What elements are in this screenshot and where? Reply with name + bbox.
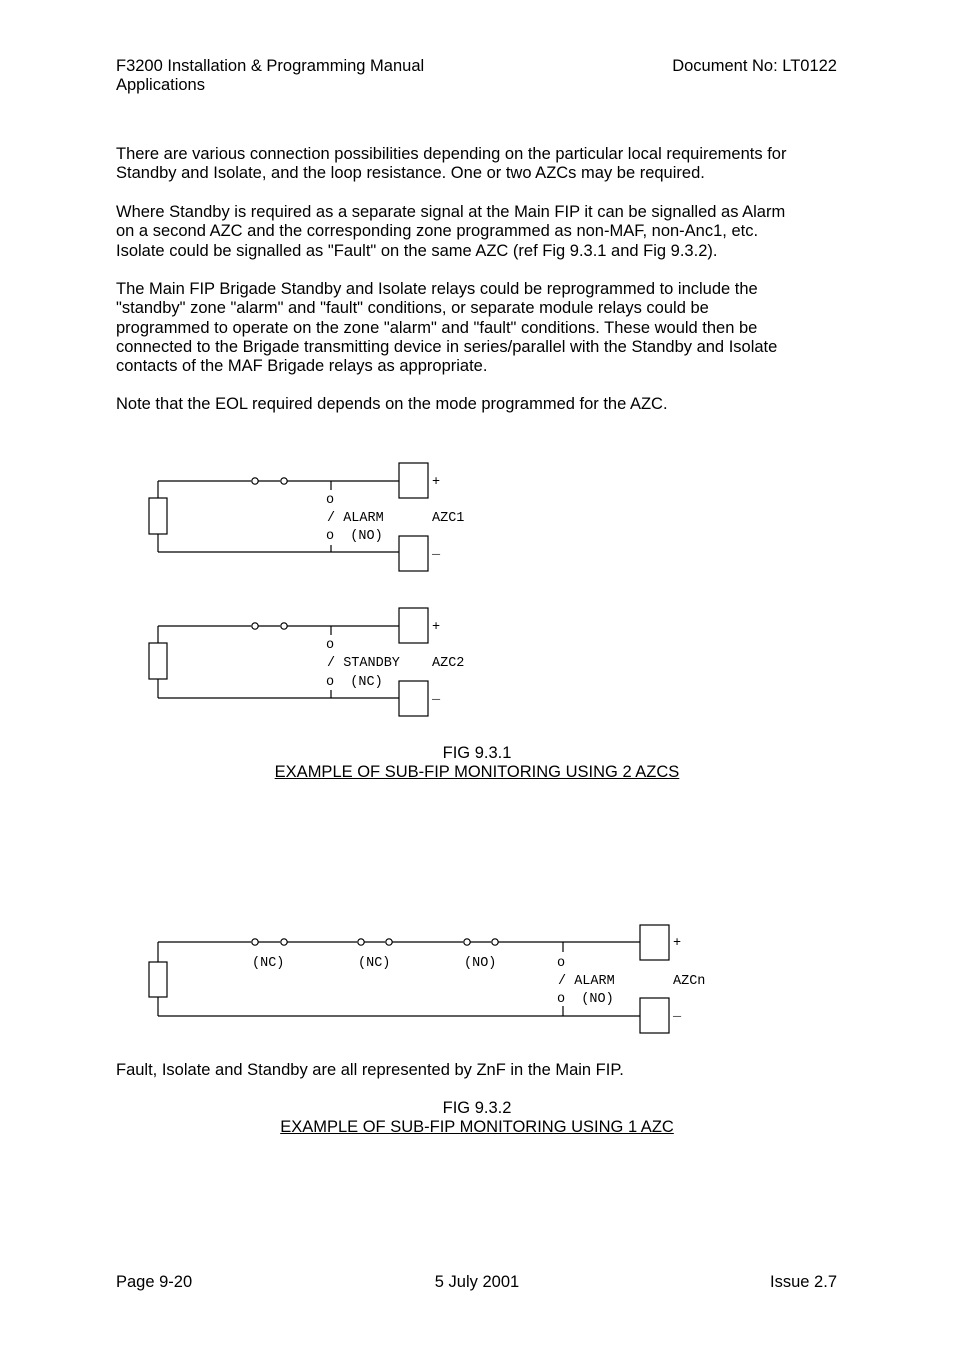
terminal-plus	[399, 463, 428, 498]
contact-state-label: (NC)	[358, 956, 391, 971]
zone-label: AZC2	[432, 656, 465, 671]
contact-state-label: (NC)	[252, 956, 285, 971]
relay-label: / ALARM	[327, 511, 384, 526]
eol-resistor	[149, 962, 167, 997]
minus-label: _	[432, 688, 441, 703]
paragraph-line: Isolate could be signalled as "Fault" on the same AZC (ref Fig 9.3.1 and Fig 9.3.2).	[116, 241, 718, 260]
plus-label: +	[673, 936, 682, 951]
terminal-plus	[640, 925, 669, 960]
minus-label: _	[673, 1005, 682, 1020]
plus-label: +	[432, 620, 441, 635]
figure-number: FIG 9.3.1	[442, 744, 512, 762]
relay-contact-top: o	[326, 493, 335, 508]
paragraph-line: Standby and Isolate, and the loop resistance. One or two AZCs may be required.	[116, 164, 705, 183]
issue-number: Issue 2.7	[770, 1273, 837, 1291]
page-number: Page 9-20	[116, 1273, 193, 1291]
eol-resistor	[149, 643, 167, 679]
paragraph-line: programmed to operate on the zone "alarm" and "fault" conditions. These would then be	[116, 318, 758, 337]
paragraph-line: Where Standby is required as a separate signal at the Main FIP it can be signalled as Alarm	[116, 203, 786, 221]
relay-label: / ALARM	[558, 974, 615, 989]
contact-state-label: (NO)	[464, 956, 497, 971]
terminal-minus	[640, 998, 669, 1033]
paragraph-line: contacts of the MAF Brigade relays as appropriate.	[116, 357, 488, 376]
relay-state: o (NC)	[326, 675, 383, 690]
relay-contact-top: o	[326, 638, 335, 653]
figure-caption-2	[0, 1099, 954, 1138]
manual-title: F3200 Installation & Programming Manual	[116, 57, 425, 75]
zone-label: AZCn	[673, 974, 706, 989]
paragraph-line: Note that the EOL required depends on the mode programmed for the AZC.	[116, 395, 668, 413]
figure-caption-1	[0, 744, 954, 783]
figure-title: EXAMPLE OF SUB-FIP MONITORING USING 1 AZC	[280, 1118, 674, 1137]
paragraph-line: on a second AZC and the corresponding zone programmed as non-MAF, non-Anc1, etc.	[116, 222, 759, 241]
footer-date: 5 July 2001	[434, 1273, 520, 1291]
paragraph-line: "standby" zone "alarm" and "fault" conditions, or separate module relays could be	[116, 299, 709, 318]
eol-resistor	[149, 498, 167, 534]
relay-label: / STANDBY	[327, 656, 400, 671]
minus-label: _	[432, 543, 441, 558]
relay-state: o (NO)	[557, 992, 614, 1007]
section-name: Applications	[116, 76, 205, 95]
relay-contact-top: o	[557, 956, 566, 971]
figure-title: EXAMPLE OF SUB-FIP MONITORING USING 2 AZCS	[274, 763, 680, 782]
figure-number: FIG 9.3.2	[442, 1099, 512, 1117]
relay-state: o (NO)	[326, 529, 383, 544]
document-number: Document No: LT0122	[672, 57, 837, 75]
terminal-minus	[399, 536, 428, 571]
note-text: Fault, Isolate and Standby are all represented by ZnF in the Main FIP.	[116, 1061, 624, 1079]
circuit-azc1	[149, 463, 428, 571]
plus-label: +	[432, 475, 441, 490]
paragraph-line: The Main FIP Brigade Standby and Isolate relays could be reprogrammed to include the	[116, 280, 758, 298]
zone-label: AZC1	[432, 511, 465, 526]
terminal-minus	[399, 681, 428, 716]
paragraph-line: connected to the Brigade transmitting device in series/parallel with the Standby and Isolate	[116, 337, 778, 356]
terminal-plus	[399, 608, 428, 643]
paragraph-line: There are various connection possibilities depending on the particular local requirements for	[116, 145, 787, 163]
